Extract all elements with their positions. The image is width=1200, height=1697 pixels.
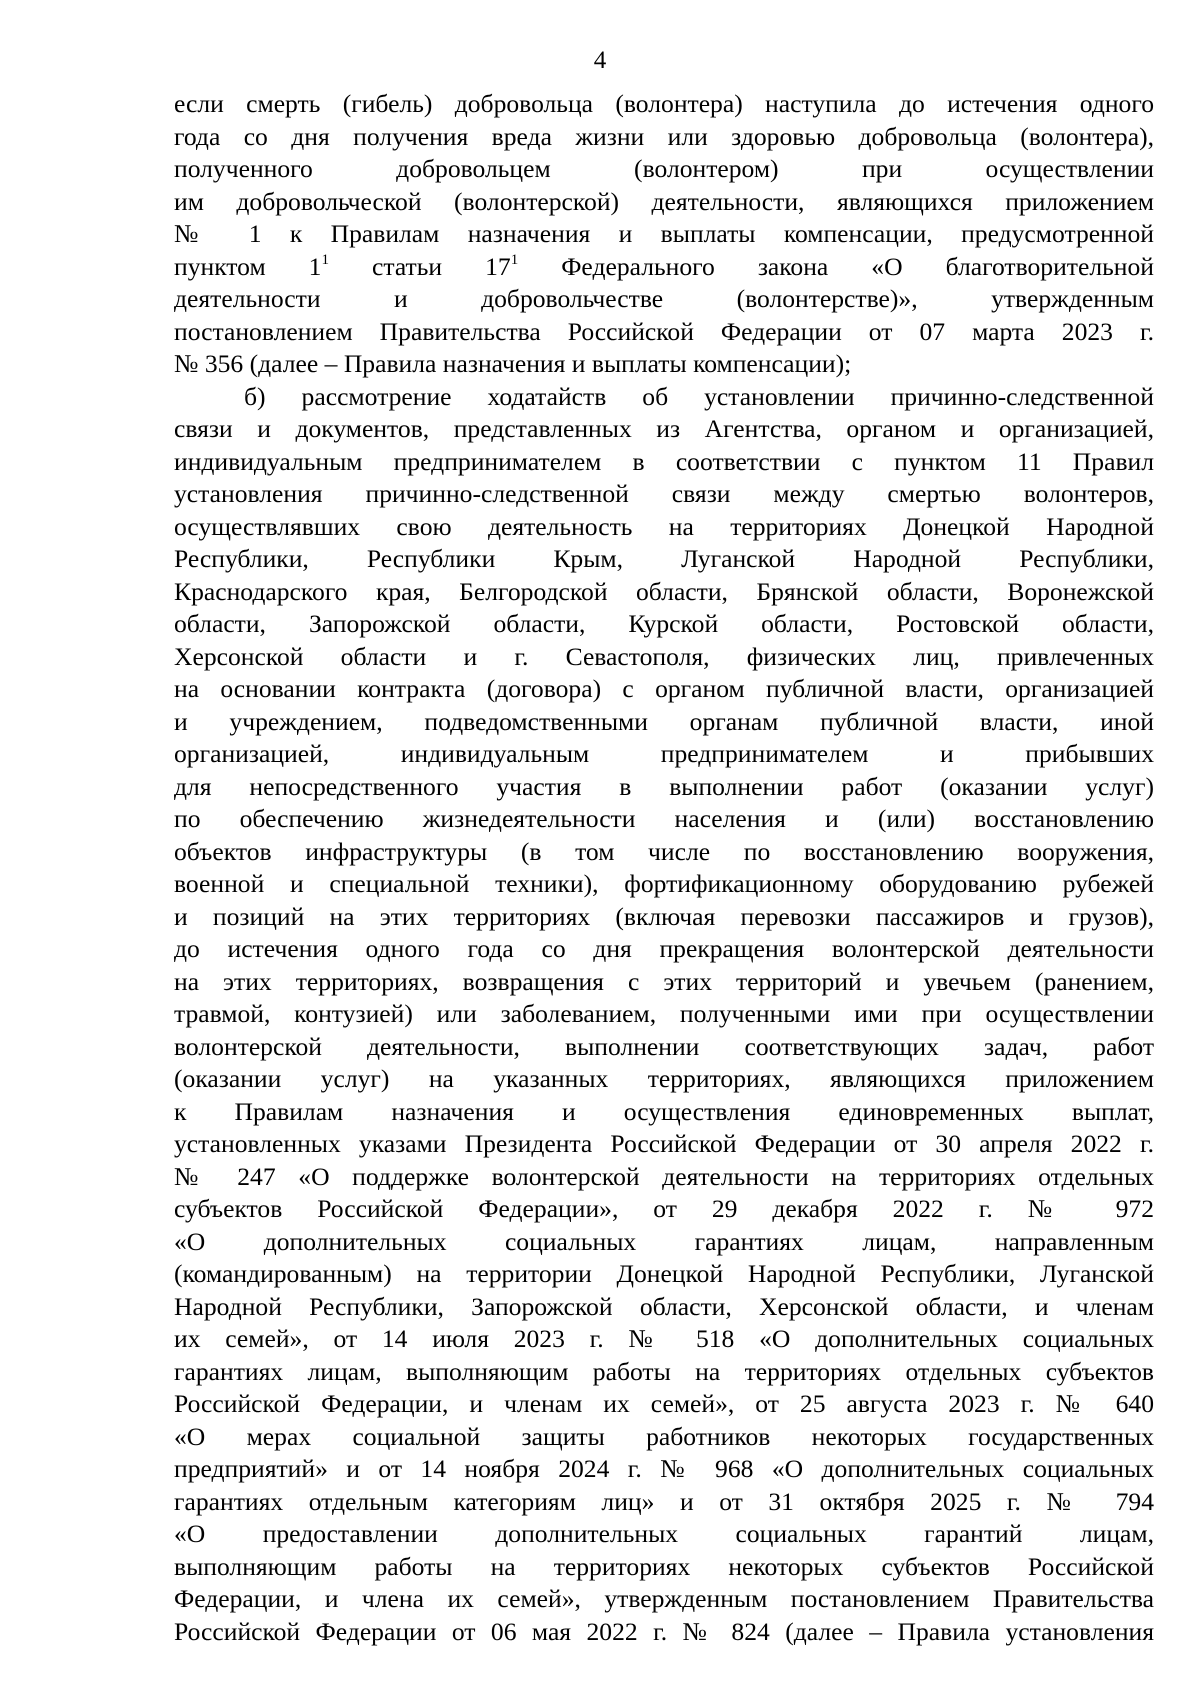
text-line: установленных указами Президента Российской Федерации от 30 апреля 2022 г. bbox=[174, 1129, 1154, 1158]
text-line: года со дня получения вреда жизни или здоровью добровольца (волонтера), bbox=[174, 121, 1154, 151]
text-line: Херсонской области и г. Севастополя, физических лиц, привлеченных bbox=[174, 641, 1154, 671]
text-line: Народной Республики, Запорожской области, Херсонской области, и членам bbox=[174, 1291, 1154, 1321]
text-line: гарантиях лицам, выполняющим работы на территориях отдельных субъектов bbox=[174, 1356, 1154, 1386]
text-line: до истечения одного года со дня прекращения волонтерской деятельности bbox=[174, 934, 1154, 963]
text-line: установления причинно-следственной связи между смертью волонтеров, bbox=[174, 479, 1154, 508]
text-line: на этих территориях, возвращения с этих территорий и увечьем (ранением, bbox=[174, 966, 1154, 996]
text-line: № 247 «О поддержке волонтерской деятельности на территориях отдельных bbox=[174, 1161, 1154, 1191]
text-line: полученного добровольцем (волонтером) при осуществлении bbox=[174, 154, 1154, 183]
text-segment: статьи 17 bbox=[328, 251, 511, 281]
text-line: области, Запорожской области, Курской области, Ростовской области, bbox=[174, 609, 1154, 638]
text-line: № 1 к Правилам назначения и выплаты компенсации, предусмотренной bbox=[174, 219, 1154, 248]
text-line: деятельности и добровольчестве (волонтерстве)», утвержденным bbox=[174, 284, 1154, 313]
text-line: по обеспечению жизнедеятельности населения и (или) восстановлению bbox=[174, 804, 1154, 833]
text-line: для непосредственного участия в выполнении работ (оказании услуг) bbox=[174, 771, 1154, 801]
text-line: Республики, Республики Крым, Луганской Народной Республики, bbox=[174, 544, 1154, 573]
text-line: Российской Федерации от 06 мая 2022 г. № 824 (далее – Правила установления bbox=[174, 1616, 1154, 1646]
text-line: если смерть (гибель) добровольца (волонтера) наступила до истечения одного bbox=[174, 89, 1154, 118]
text-line: им добровольческой (волонтерской) деятельности, являющихся приложением bbox=[174, 186, 1154, 216]
superscript: 1 bbox=[321, 251, 329, 268]
text-line: травмой, контузией) или заболеванием, полученными ими при осуществлении bbox=[174, 999, 1154, 1028]
text-line: Федерации, и члена их семей», утвержденным постановлением Правительства bbox=[174, 1584, 1154, 1613]
text-line: Краснодарского края, Белгородской области, Брянской области, Воронежской bbox=[174, 576, 1154, 606]
page-number: 4 bbox=[593, 47, 607, 74]
text-line: индивидуальным предпринимателем в соответствии с пунктом 11 Правил bbox=[174, 446, 1154, 476]
text-line: связи и документов, представленных из Агентства, органом и организацией, bbox=[174, 414, 1154, 443]
text-line: постановлением Правительства Российской Федерации от 07 марта 2023 г. bbox=[174, 316, 1154, 346]
text-line bbox=[174, 251, 1154, 284]
text-line: их семей», от 14 июля 2023 г. № 518 «О дополнительных социальных bbox=[174, 1324, 1154, 1353]
text-line: «О мерах социальной защиты работников некоторых государственных bbox=[174, 1421, 1154, 1451]
text-line: предприятий» и от 14 ноября 2024 г. № 968 «О дополнительных социальных bbox=[174, 1454, 1154, 1483]
text-line: б) рассмотрение ходатайств об установлении причинно-следственной bbox=[244, 381, 1154, 411]
text-line: (оказании услуг) на указанных территориях, являющихся приложением bbox=[174, 1064, 1154, 1093]
text-line: Российской Федерации, и членам их семей», от 25 августа 2023 г. № 640 bbox=[174, 1389, 1154, 1418]
text-line: на основании контракта (договора) с органом публичной власти, организацией bbox=[174, 674, 1154, 703]
text-line: организацией, индивидуальным предпринимателем и прибывших bbox=[174, 739, 1154, 768]
text-line: военной и специальной техники), фортификационному оборудованию рубежей bbox=[174, 869, 1154, 898]
superscript: 1 bbox=[510, 251, 519, 268]
text-line: и учреждением, подведомственными органам публичной власти, иной bbox=[174, 706, 1154, 736]
text-line: гарантиях отдельным категориям лиц» и от 31 октября 2025 г. № 794 bbox=[174, 1486, 1154, 1516]
text-line: объектов инфраструктуры (в том числе по восстановлению вооружения, bbox=[174, 836, 1154, 866]
text-line: волонтерской деятельности, выполнении соответствующих задач, работ bbox=[174, 1031, 1154, 1061]
text-line: «О предоставлении дополнительных социальных гарантий лицам, bbox=[174, 1519, 1154, 1548]
text-line: выполняющим работы на территориях некоторых субъектов Российской bbox=[174, 1551, 1154, 1581]
text-line: (командированным) на территории Донецкой Народной Республики, Луганской bbox=[174, 1259, 1154, 1288]
text-line: № 356 (далее – Правила назначения и выплаты компенсации); bbox=[174, 349, 852, 378]
text-line: осуществлявших свою деятельность на территориях Донецкой Народной bbox=[174, 511, 1154, 541]
text-line: «О дополнительных социальных гарантиях лицам, направленным bbox=[174, 1226, 1154, 1256]
text-line: и позиций на этих территориях (включая перевозки пассажиров и грузов), bbox=[174, 901, 1154, 931]
text-segment: Федерального закона «О благотворительной bbox=[518, 251, 1154, 281]
body-text bbox=[174, 88, 1154, 1648]
text-segment: пунктом 1 bbox=[174, 251, 322, 281]
text-line: субъектов Российской Федерации», от 29 декабря 2022 г. № 972 bbox=[174, 1194, 1154, 1223]
text-line: к Правилам назначения и осуществления единовременных выплат, bbox=[174, 1096, 1154, 1126]
